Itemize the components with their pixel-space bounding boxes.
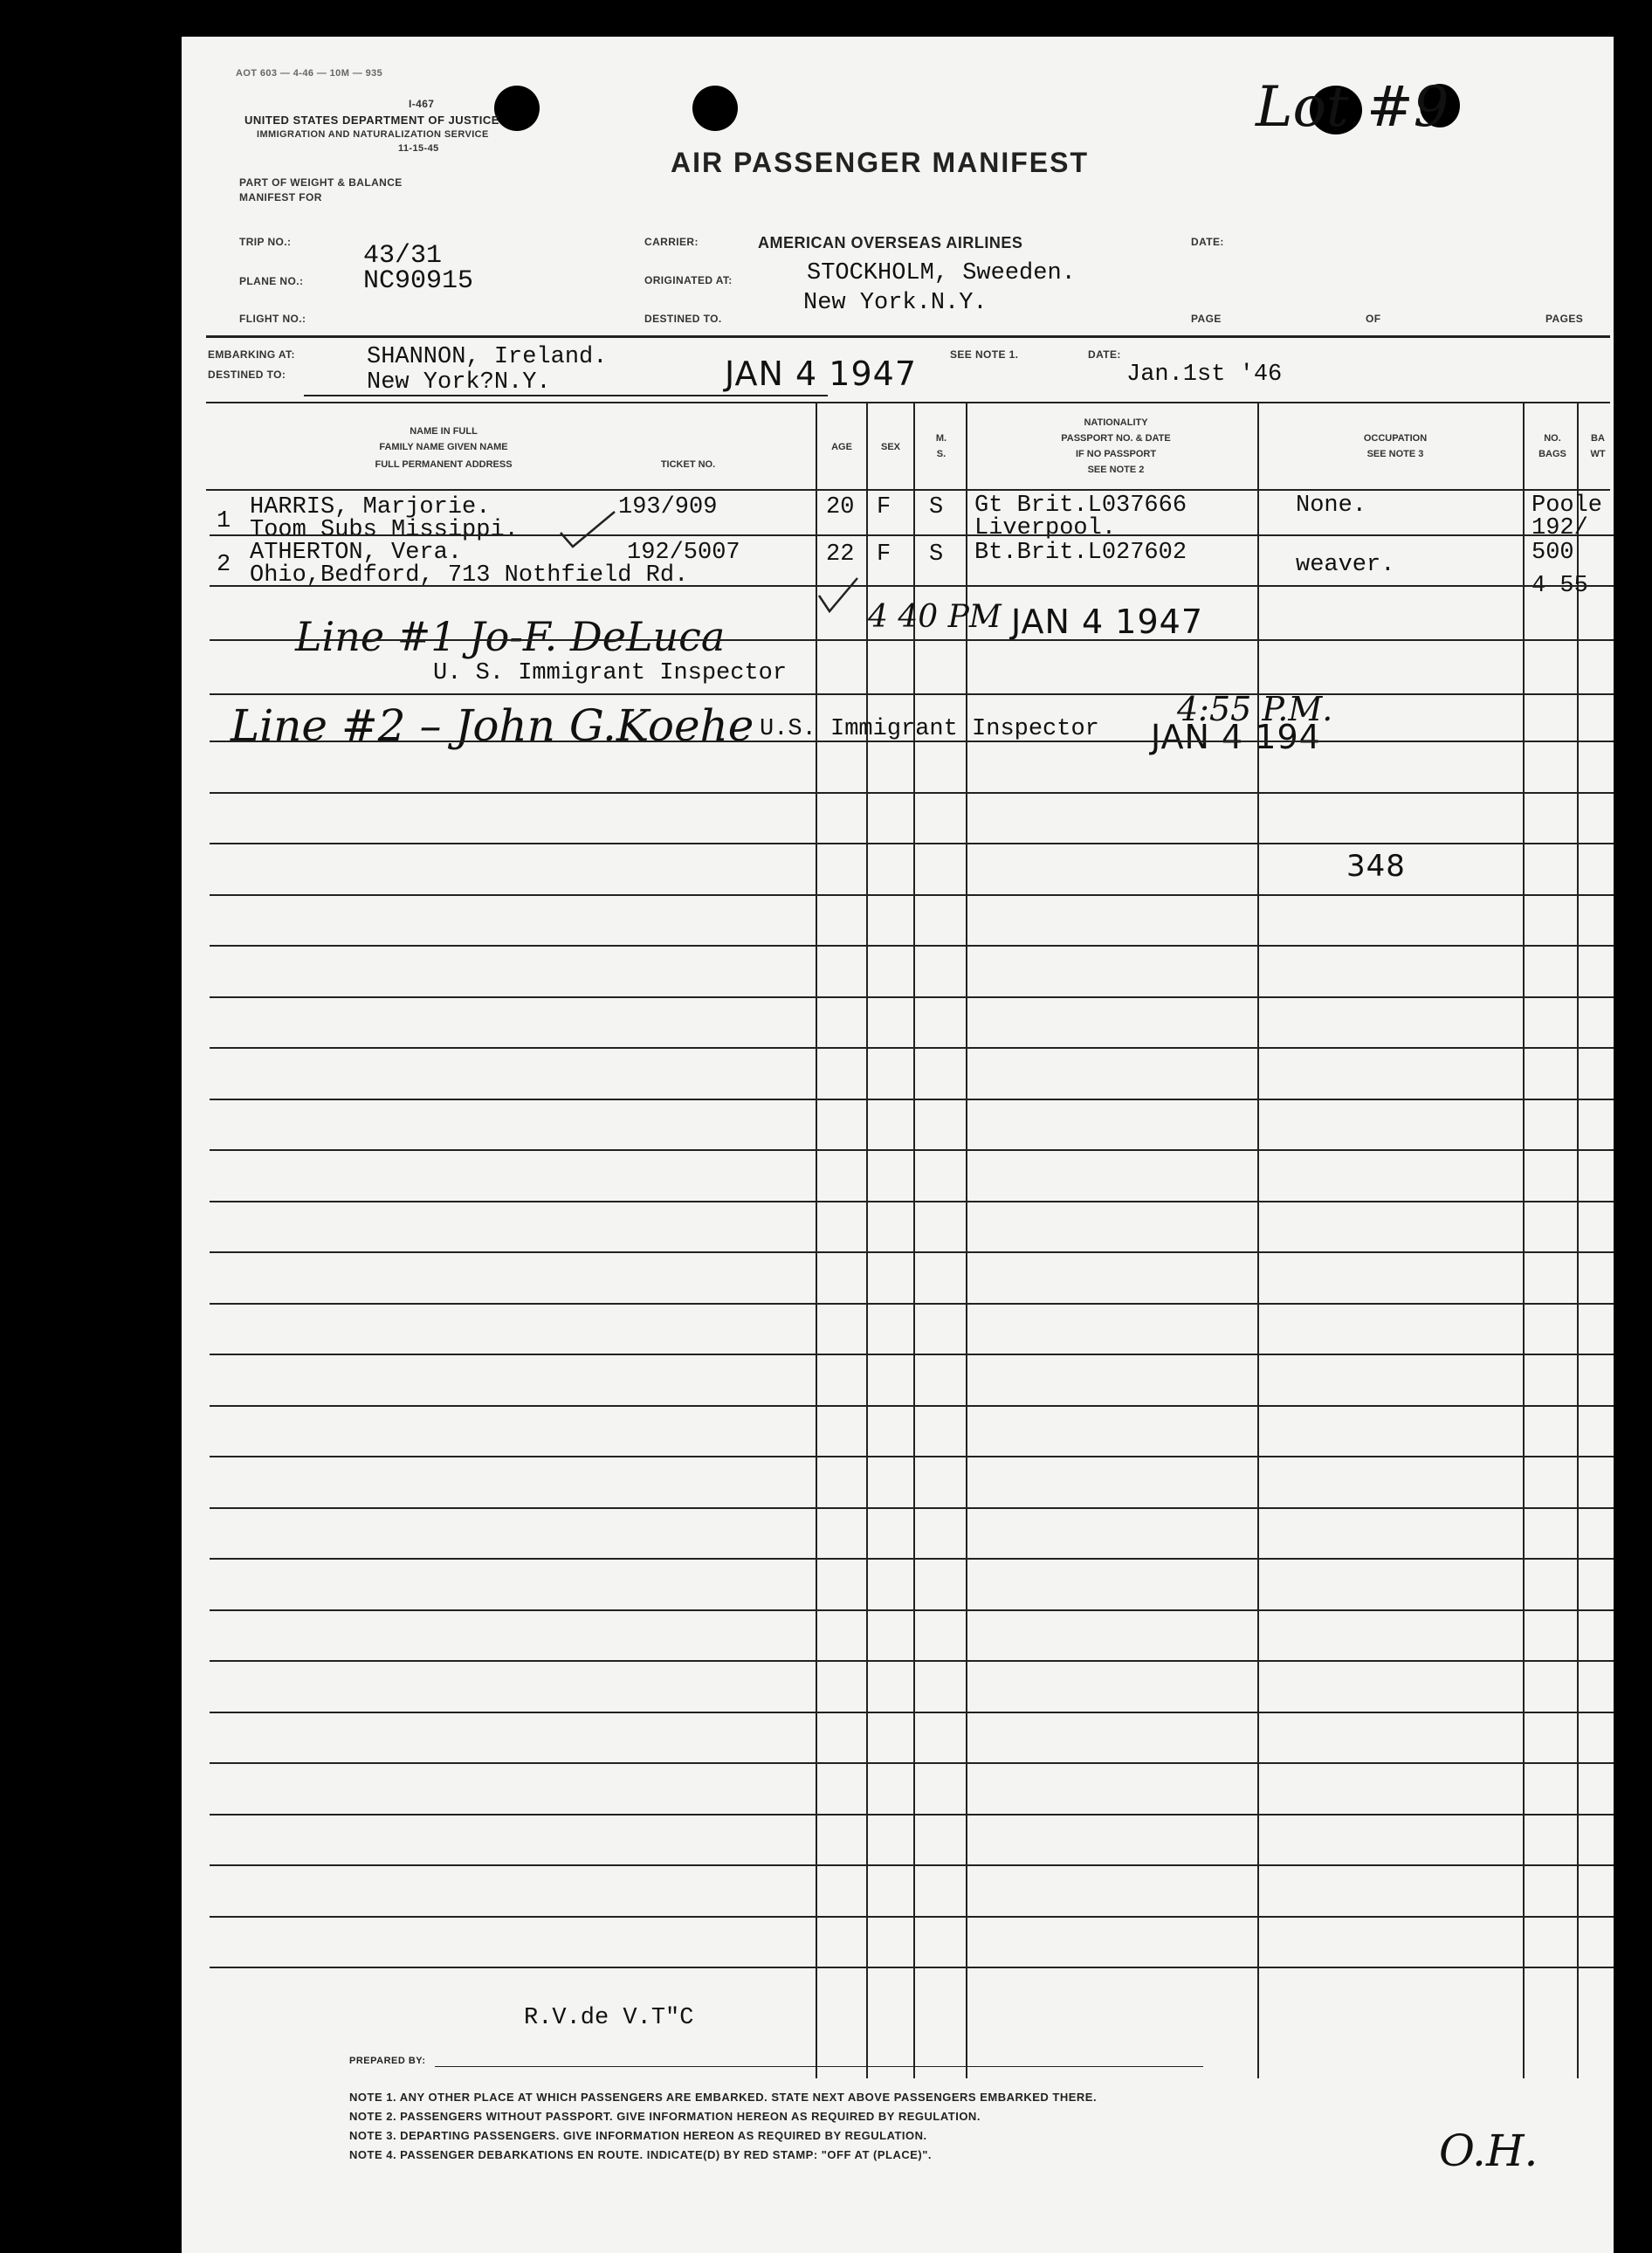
- ruled-line: [210, 1814, 1614, 1815]
- passenger-1-sex: F: [877, 494, 891, 520]
- ruled-line: [210, 1558, 1614, 1560]
- col-header-nat-4: SEE NOTE 2: [1087, 465, 1145, 475]
- inspector-2-signature: Line #2 – John G.Koehe: [231, 700, 754, 751]
- passenger-1-occupation: None.: [1296, 493, 1367, 519]
- col-header-ms-2: S.: [936, 449, 946, 459]
- ruled-line: [210, 894, 1614, 896]
- col-header-bags-1: NO.: [1544, 433, 1561, 444]
- passenger-2-number: 2: [217, 552, 231, 578]
- prepared-by-underline: [435, 2066, 1203, 2067]
- embarking-at-label: EMBARKING AT:: [208, 348, 295, 361]
- trip-no-label: TRIP NO.:: [239, 236, 292, 248]
- passenger-2-occupation: weaver.: [1296, 552, 1395, 578]
- ruled-line: [210, 996, 1614, 998]
- passenger-2-name: ATHERTON, Vera.: [250, 540, 463, 566]
- punch-hole-left: [494, 86, 540, 131]
- ruled-line: [210, 1354, 1614, 1355]
- see-note-1-label: SEE NOTE 1.: [950, 348, 1019, 361]
- passenger-1-ms: S: [929, 494, 944, 520]
- inspector-1-signature: Line #1 Jo-F. DeLuca: [295, 613, 726, 660]
- ruled-line: [210, 945, 1614, 947]
- inspector-1-time: 4 40 PM: [868, 599, 1002, 635]
- column-header-top-rule: [206, 402, 1610, 403]
- originated-at-label: ORIGINATED AT:: [644, 274, 733, 286]
- ruled-line: [210, 1251, 1614, 1253]
- col-header-wt-1: BA: [1591, 433, 1605, 444]
- ruled-line: [210, 534, 1614, 536]
- pages-label: PAGES: [1545, 313, 1584, 325]
- ruled-line: [210, 1762, 1614, 1764]
- col-header-age: AGE: [831, 442, 852, 452]
- ruled-line: [210, 1303, 1614, 1305]
- ruled-line: [210, 1864, 1614, 1866]
- destined-to-value: New York.N.Y.: [803, 290, 988, 316]
- col-header-nat-2: PASSPORT NO. & DATE: [1061, 433, 1171, 444]
- date-label: DATE:: [1191, 236, 1224, 248]
- manifest-sheet: [182, 37, 1614, 2253]
- ruled-line: [210, 1967, 1614, 1968]
- date-2-label: DATE:: [1088, 348, 1121, 361]
- ruled-line: [210, 843, 1614, 844]
- ruled-line: [210, 1712, 1614, 1713]
- stamped-number: 348: [1346, 849, 1406, 884]
- note-2: NOTE 2. PASSENGERS WITHOUT PASSPORT. GIVE INFORMATION HEREON AS REQUIRED BY REGULATION.: [349, 2110, 981, 2123]
- ruled-line: [210, 1916, 1614, 1918]
- passenger-1-ticket: 193/909: [618, 494, 718, 520]
- ruled-line: [210, 1047, 1614, 1049]
- plane-no-label: PLANE NO.:: [239, 275, 304, 287]
- ruled-line: [210, 1609, 1614, 1611]
- carrier-label: CARRIER:: [644, 236, 699, 248]
- trip-no-value: 43/31: [363, 241, 443, 271]
- ruled-line: [210, 1507, 1614, 1509]
- originated-at-value: STOCKHOLM, Sweeden.: [807, 260, 1076, 286]
- divider-age: [816, 402, 817, 2078]
- header-rule: [206, 335, 1610, 338]
- passenger-1-nationality-2: Liverpool.: [974, 515, 1117, 541]
- ruled-line: [210, 1456, 1614, 1457]
- col-header-nat-3: IF NO PASSPORT: [1075, 449, 1157, 459]
- corner-initials: O.H.: [1439, 2126, 1538, 2176]
- col-header-sex: SEX: [880, 442, 900, 452]
- form-service: IMMIGRATION AND NATURALIZATION SERVICE: [257, 129, 489, 140]
- ruled-line: [210, 585, 1614, 587]
- inspector-1-date-stamp: JAN 4 1947: [1011, 603, 1204, 641]
- passenger-1-age: 20: [826, 494, 855, 520]
- passenger-1-nationality: Gt Brit.L037666: [974, 493, 1187, 519]
- passenger-1-address: Toom Subs Missippi.: [250, 517, 519, 543]
- col-header-name-2: FAMILY NAME GIVEN NAME: [379, 442, 508, 452]
- date-2-value: Jan.1st '46: [1126, 362, 1283, 388]
- passenger-2-ms: S: [929, 541, 944, 568]
- ruled-line: [210, 693, 1614, 695]
- destined-to-2-value: New York?N.Y.: [367, 369, 551, 396]
- passenger-1-bags-2: 192/: [1532, 515, 1588, 541]
- ruled-line: [210, 741, 1614, 742]
- punch-hole-center: [692, 86, 738, 131]
- inspector-2-date-stamp: JAN 4 194: [1151, 718, 1321, 756]
- ruled-line: [210, 1405, 1614, 1407]
- col-header-name-1: NAME IN FULL: [410, 426, 478, 437]
- col-header-ticket: TICKET NO.: [660, 459, 716, 470]
- col-header-occ-2: SEE NOTE 3: [1366, 449, 1424, 459]
- header-date-stamp: JAN 4 1947: [725, 355, 918, 393]
- col-header-wt-2: WT: [1590, 449, 1606, 459]
- form-department: UNITED STATES DEPARTMENT OF JUSTICE: [244, 114, 499, 127]
- passenger-2-age: 22: [826, 541, 855, 568]
- passenger-2-nationality: Bt.Brit.L027602: [974, 540, 1187, 566]
- preparer-initials: R.V.de V.T"C: [524, 2005, 694, 2031]
- passenger-2-sex: F: [877, 541, 891, 568]
- flight-no-label: FLIGHT NO.:: [239, 313, 306, 325]
- ruled-line: [210, 1099, 1614, 1100]
- check-mark-icon: [557, 508, 618, 552]
- divider-ms: [913, 402, 915, 2078]
- col-header-ms-1: M.: [935, 433, 947, 444]
- lot-number-mark: Lot #9: [1256, 75, 1449, 140]
- ruled-line: [210, 792, 1614, 794]
- of-label: OF: [1366, 313, 1381, 325]
- note-4: NOTE 4. PASSENGER DEBARKATIONS EN ROUTE. INDICATE(D) BY RED STAMP: "OFF AT (PLACE)".: [349, 2148, 933, 2161]
- col-header-nat-1: NATIONALITY: [1084, 417, 1148, 428]
- destined-underline: [304, 395, 828, 396]
- divider-bags: [1523, 402, 1525, 2078]
- divider-sex: [866, 402, 868, 2078]
- ruled-line: [210, 1201, 1614, 1202]
- passenger-1-number: 1: [217, 508, 231, 534]
- carrier-value: AMERICAN OVERSEAS AIRLINES: [758, 234, 1023, 251]
- passenger-2-bags: 500: [1532, 540, 1574, 566]
- divider-weight: [1577, 402, 1579, 2078]
- page-label: PAGE: [1191, 313, 1222, 325]
- embarking-at-value: SHANNON, Ireland.: [367, 344, 608, 370]
- destined-to-2-label: DESTINED TO:: [208, 369, 286, 381]
- inspector-2-time: 4:55 P.M.: [1177, 690, 1333, 728]
- inspector-1-title: U. S. Immigrant Inspector: [433, 660, 788, 686]
- form-print-line: AOT 603 — 4-46 — 10M — 935: [236, 68, 383, 79]
- col-header-name-3: FULL PERMANENT ADDRESS: [375, 459, 513, 470]
- col-header-occ-1: OCCUPATION: [1363, 433, 1428, 444]
- passenger-2-ticket: 192/5007: [627, 540, 740, 566]
- passenger-1-name: HARRIS, Marjorie.: [250, 494, 491, 520]
- divider-nationality: [966, 402, 967, 2078]
- destined-to-label: DESTINED TO.: [644, 313, 722, 325]
- check-mark-icon: [816, 573, 861, 617]
- ruled-line: [210, 1149, 1614, 1151]
- prepared-by-label: PREPARED BY:: [349, 2056, 426, 2066]
- divider-occupation: [1257, 402, 1259, 2078]
- note-3: NOTE 3. DEPARTING PASSENGERS. GIVE INFORMATION HEREON AS REQUIRED BY REGULATION.: [349, 2129, 927, 2142]
- col-header-bags-2: BAGS: [1538, 449, 1566, 459]
- note-1: NOTE 1. ANY OTHER PLACE AT WHICH PASSENGERS ARE EMBARKED. STATE NEXT ABOVE PASSENGERS EMBARKED THERE.: [349, 2091, 1098, 2104]
- plane-no-value: NC90915: [363, 266, 474, 296]
- ruled-line: [210, 1660, 1614, 1662]
- passenger-1-bags: Poole: [1532, 493, 1603, 519]
- column-header-bottom-rule: [206, 489, 1610, 491]
- part-of-line-2: MANIFEST FOR: [239, 191, 322, 203]
- form-number: I-467: [409, 98, 435, 110]
- passenger-2-address: Ohio,Bedford, 713 Nothfield Rd.: [250, 562, 689, 589]
- part-of-line-1: PART OF WEIGHT & BALANCE: [239, 176, 403, 189]
- page-title: AIR PASSENGER MANIFEST: [671, 147, 1089, 178]
- inspector-2-title: U.S. Immigrant Inspector: [760, 716, 1099, 742]
- passenger-2-bags-2: 4 55: [1532, 573, 1588, 599]
- form-date: 11-15-45: [398, 143, 439, 154]
- ruled-line: [210, 639, 1614, 641]
